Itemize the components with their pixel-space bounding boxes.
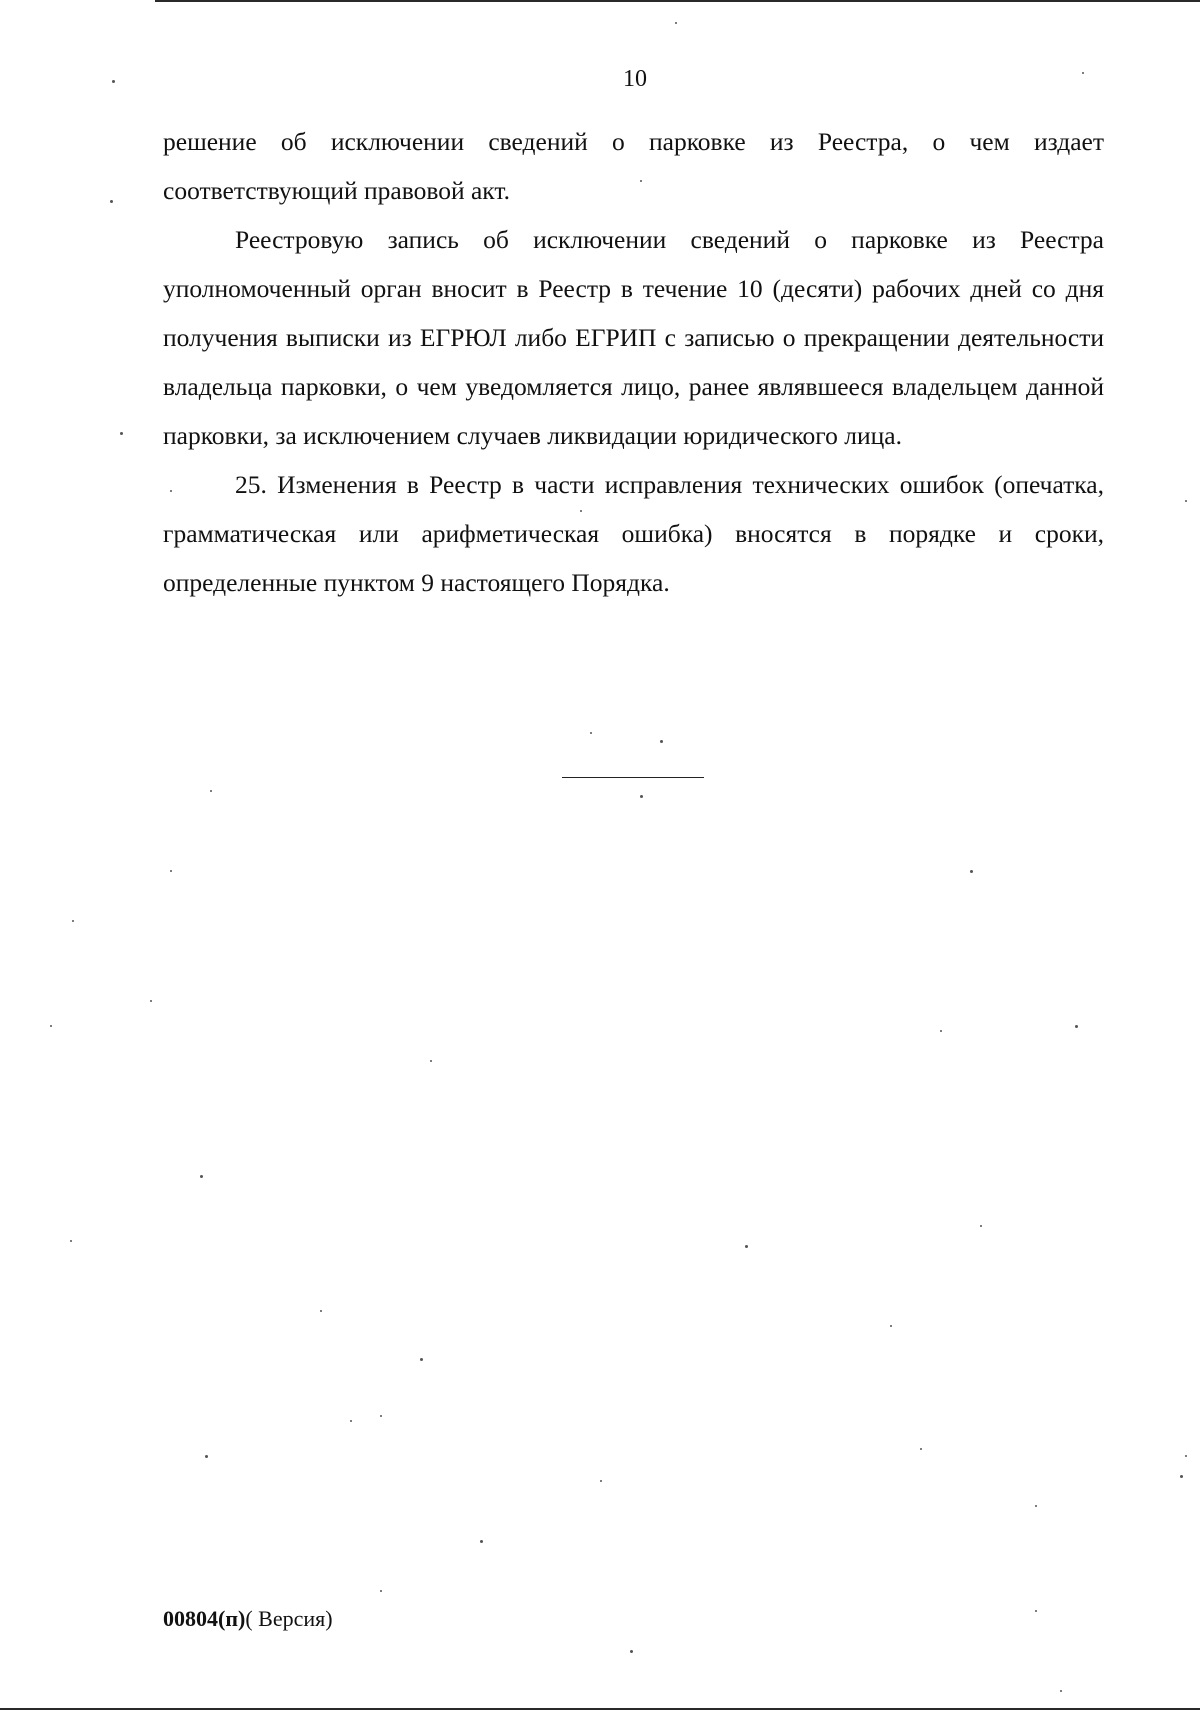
scan-speck — [1180, 1475, 1183, 1478]
scan-speck — [380, 1415, 382, 1417]
scan-speck — [380, 1590, 382, 1592]
scan-speck — [350, 1420, 352, 1422]
scan-speck — [480, 1540, 483, 1543]
scan-speck — [890, 1325, 892, 1327]
scan-speck — [120, 432, 123, 435]
scan-speck — [920, 1448, 922, 1450]
scan-speck — [110, 200, 113, 203]
scan-speck — [200, 1175, 203, 1178]
scan-speck — [600, 1480, 602, 1482]
scan-speck — [72, 920, 74, 922]
scan-speck — [1075, 1025, 1078, 1028]
scan-speck — [980, 1225, 982, 1227]
footer-document-code — [163, 1605, 333, 1633]
page-number: 10 — [623, 66, 647, 92]
end-separator-line — [562, 777, 704, 778]
scan-speck — [675, 22, 677, 24]
scan-speck — [170, 490, 172, 492]
scan-speck — [210, 790, 212, 792]
footer-code: 00804(п) — [163, 1606, 246, 1631]
scan-speck — [970, 870, 973, 873]
document-body — [163, 117, 1104, 607]
scan-speck — [940, 1030, 942, 1032]
scan-speck — [430, 1060, 432, 1062]
scan-speck — [170, 870, 172, 872]
scan-speck — [70, 1240, 72, 1242]
scan-speck — [1035, 1610, 1037, 1612]
scan-speck — [630, 1650, 633, 1653]
scan-speck — [112, 80, 115, 83]
paragraph-registry-entry: Реестровую запись об исключении сведений о парковке из Реестра уполномоченный орган вносит в Реестр в течение 10 (десяти) рабочих дней со дня получения выписки из ЕГРЮЛ либо ЕГРИП с записью о прекращении деятельности владельца парковки, о чем уведомляется лицо, ранее являвшееся владельцем данной парковки, за исключением случаев ликвидации юридического лица. — [163, 225, 1104, 450]
scan-speck — [640, 795, 643, 798]
scan-speck — [50, 1025, 52, 1027]
scan-speck — [320, 1310, 322, 1312]
scan-speck — [1060, 1690, 1062, 1692]
scan-speck — [580, 510, 582, 512]
scan-speck — [745, 1245, 748, 1248]
scan-speck — [1035, 1505, 1037, 1507]
scan-speck — [590, 732, 592, 734]
paragraph-item-25: 25. Изменения в Реестр в части исправления технических ошибок (опечатка, грамматическая или арифметическая ошибка) вносятся в порядке и сроки, определенные пунктом 9 настоящего Порядка. — [163, 470, 1104, 597]
scan-speck — [1185, 1455, 1187, 1457]
scan-speck — [205, 1455, 208, 1458]
scan-speck — [640, 180, 642, 182]
paragraph-continuation: решение об исключении сведений о парковке из Реестра, о чем издает соответствующий правовой акт. — [163, 127, 1104, 205]
scan-speck — [1082, 72, 1084, 74]
footer-version: ( Версия) — [245, 1606, 333, 1631]
scan-border-top — [155, 0, 1200, 2]
scan-speck — [660, 740, 663, 743]
scan-speck — [420, 1358, 423, 1361]
scan-speck — [1185, 500, 1187, 502]
scan-speck — [150, 1000, 152, 1002]
